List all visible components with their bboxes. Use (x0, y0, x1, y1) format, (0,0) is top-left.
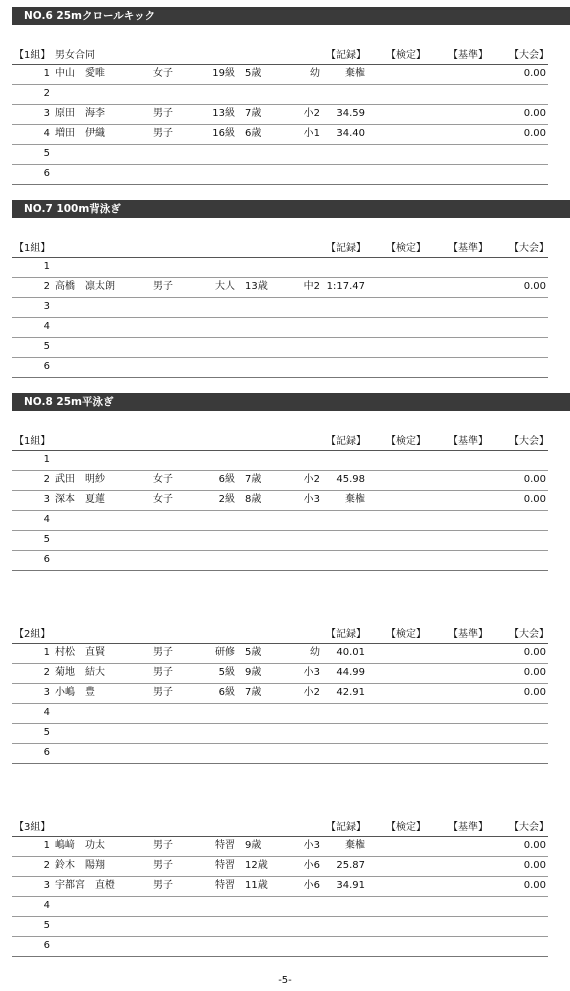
kentei-header: 【検定】 (386, 436, 426, 447)
lane-row (12, 278, 548, 298)
lane-number: 4 (43, 900, 50, 911)
lane-number: 5 (43, 920, 50, 931)
swim-record: 34.40 (336, 128, 365, 139)
taikai-header: 【大会】 (509, 822, 549, 833)
lane-row (12, 125, 548, 145)
lane-row (12, 338, 548, 358)
lane-row (12, 937, 548, 957)
lane-number: 5 (43, 148, 50, 159)
lane-row (12, 531, 548, 551)
lane-number: 3 (43, 108, 50, 119)
swimmer-age: 5歳 (245, 68, 262, 79)
swimmer-name: 武田 明紗 (55, 474, 105, 485)
swimmer-class: 6級 (218, 687, 235, 698)
lane-number: 1 (43, 68, 50, 79)
swimmer-age: 11歳 (245, 880, 268, 891)
lane-row (12, 857, 548, 877)
record-header: 【記録】 (326, 50, 366, 61)
heat-header (12, 242, 548, 258)
swimmer-grade: 小1 (303, 128, 320, 139)
lane-row (12, 744, 548, 764)
lane-number: 6 (43, 361, 50, 372)
swimmer-sex: 男子 (153, 667, 173, 678)
swimmer-class: 13級 (212, 108, 235, 119)
swimmer-age: 9歳 (245, 840, 262, 851)
swimmer-name: 高橋 凛太朗 (55, 281, 115, 292)
heat-note: 男女合同 (55, 50, 95, 61)
swimmer-class: 特習 (215, 880, 235, 891)
swim-record: 25.87 (336, 860, 365, 871)
heat-header (12, 435, 548, 451)
lane-number: 6 (43, 940, 50, 951)
heat-header (12, 49, 548, 65)
swimmer-name: 深本 夏蓮 (55, 494, 105, 505)
swimmer-sex: 女子 (153, 68, 173, 79)
lane-number: 5 (43, 727, 50, 738)
swimmer-grade: 小2 (303, 108, 320, 119)
swimmer-name: 嶋﨑 功太 (55, 840, 105, 851)
swimmer-sex: 女子 (153, 474, 173, 485)
lane-number: 4 (43, 321, 50, 332)
swimmer-name: 鈴木 陽翔 (55, 860, 105, 871)
swimmer-grade: 小3 (303, 494, 320, 505)
swimmer-age: 9歳 (245, 667, 262, 678)
lane-row (12, 644, 548, 664)
record-header: 【記録】 (326, 243, 366, 254)
heat-header (12, 628, 548, 644)
taikai-header: 【大会】 (509, 243, 549, 254)
lane-number: 5 (43, 534, 50, 545)
kentei-header: 【検定】 (386, 50, 426, 61)
heat-label: 【1組】 (14, 50, 51, 61)
swimmer-name: 原田 海李 (55, 108, 105, 119)
lane-row (12, 298, 548, 318)
lane-number: 1 (43, 261, 50, 272)
swimmer-class: 6級 (218, 474, 235, 485)
lane-row (12, 471, 548, 491)
heat-label: 【1組】 (14, 243, 51, 254)
swimmer-grade: 小2 (303, 474, 320, 485)
lane-row (12, 664, 548, 684)
swimmer-sex: 男子 (153, 281, 173, 292)
kijun-header: 【基準】 (448, 243, 488, 254)
swimmer-name: 宇都宮 直橙 (55, 880, 115, 891)
kijun-header: 【基準】 (448, 629, 488, 640)
taikai-value: 0.00 (523, 68, 546, 79)
lane-row (12, 704, 548, 724)
swim-record: 44.99 (336, 667, 365, 678)
lane-row (12, 684, 548, 704)
event-header-no7: NO.7 100m背泳ぎ (12, 200, 570, 218)
lane-number: 1 (43, 840, 50, 851)
swimmer-name: 増田 伊織 (55, 128, 105, 139)
taikai-value: 0.00 (523, 128, 546, 139)
swimmer-age: 12歳 (245, 860, 268, 871)
heat-table (12, 49, 548, 185)
taikai-value: 0.00 (523, 474, 546, 485)
lane-number: 6 (43, 747, 50, 758)
swimmer-class: 19級 (212, 68, 235, 79)
lane-number: 2 (43, 667, 50, 678)
swim-record: 1:17.47 (326, 281, 365, 292)
kijun-header: 【基準】 (448, 50, 488, 61)
kentei-header: 【検定】 (386, 629, 426, 640)
heat-table (12, 628, 548, 764)
lane-row (12, 551, 548, 571)
lane-row (12, 65, 548, 85)
swimmer-age: 13歳 (245, 281, 268, 292)
taikai-value: 0.00 (523, 647, 546, 658)
taikai-header: 【大会】 (509, 436, 549, 447)
lane-number: 2 (43, 88, 50, 99)
lane-number: 2 (43, 281, 50, 292)
lane-row (12, 145, 548, 165)
lane-row (12, 451, 548, 471)
swimmer-sex: 男子 (153, 647, 173, 658)
lane-row (12, 897, 548, 917)
taikai-value: 0.00 (523, 494, 546, 505)
kentei-header: 【検定】 (386, 822, 426, 833)
heat-table (12, 821, 548, 957)
lane-number: 3 (43, 301, 50, 312)
swimmer-sex: 男子 (153, 128, 173, 139)
swimmer-sex: 男子 (153, 687, 173, 698)
heat-table (12, 435, 548, 571)
swimmer-grade: 小6 (303, 860, 320, 871)
event-header-no6: NO.6 25mクロールキック (12, 7, 570, 25)
swimmer-sex: 男子 (153, 880, 173, 891)
heat-label: 【1組】 (14, 436, 51, 447)
record-header: 【記録】 (326, 629, 366, 640)
kijun-header: 【基準】 (448, 822, 488, 833)
kentei-header: 【検定】 (386, 243, 426, 254)
swim-record: 34.59 (336, 108, 365, 119)
taikai-value: 0.00 (523, 860, 546, 871)
swimmer-grade: 小3 (303, 840, 320, 851)
swimmer-name: 中山 愛唯 (55, 68, 105, 79)
swimmer-class: 大人 (215, 281, 235, 292)
lane-number: 4 (43, 514, 50, 525)
swim-record: 棄権 (345, 840, 365, 851)
swimmer-class: 5級 (218, 667, 235, 678)
lane-row (12, 511, 548, 531)
lane-number: 3 (43, 494, 50, 505)
lane-row (12, 491, 548, 511)
lane-row (12, 837, 548, 857)
swimmer-grade: 小6 (303, 880, 320, 891)
swimmer-age: 7歳 (245, 687, 262, 698)
heat-label: 【2組】 (14, 629, 51, 640)
lane-number: 2 (43, 860, 50, 871)
swimmer-age: 8歳 (245, 494, 262, 505)
swimmer-sex: 男子 (153, 108, 173, 119)
taikai-value: 0.00 (523, 108, 546, 119)
lane-row (12, 318, 548, 338)
taikai-value: 0.00 (523, 281, 546, 292)
swimmer-age: 7歳 (245, 474, 262, 485)
taikai-header: 【大会】 (509, 50, 549, 61)
lane-number: 5 (43, 341, 50, 352)
lane-row (12, 358, 548, 378)
swim-record: 42.91 (336, 687, 365, 698)
swim-record: 45.98 (336, 474, 365, 485)
heat-label: 【3組】 (14, 822, 51, 833)
swim-record: 34.91 (336, 880, 365, 891)
swimmer-sex: 女子 (153, 494, 173, 505)
swimmer-age: 6歳 (245, 128, 262, 139)
heat-table (12, 242, 548, 378)
swim-record: 棄権 (345, 494, 365, 505)
swimmer-grade: 中2 (303, 281, 320, 292)
swimmer-sex: 男子 (153, 840, 173, 851)
swimmer-age: 7歳 (245, 108, 262, 119)
record-header: 【記録】 (326, 822, 366, 833)
page-number: -5- (278, 975, 292, 986)
taikai-header: 【大会】 (509, 629, 549, 640)
lane-number: 6 (43, 554, 50, 565)
swimmer-class: 特習 (215, 860, 235, 871)
lane-row (12, 724, 548, 744)
swimmer-class: 2級 (218, 494, 235, 505)
lane-row (12, 877, 548, 897)
lane-number: 4 (43, 128, 50, 139)
swimmer-age: 5歳 (245, 647, 262, 658)
swimmer-grade: 小2 (303, 687, 320, 698)
record-header: 【記録】 (326, 436, 366, 447)
swimmer-grade: 幼 (310, 68, 320, 79)
lane-row (12, 105, 548, 125)
kijun-header: 【基準】 (448, 436, 488, 447)
lane-number: 1 (43, 647, 50, 658)
lane-row (12, 85, 548, 105)
heat-header (12, 821, 548, 837)
lane-row (12, 165, 548, 185)
taikai-value: 0.00 (523, 667, 546, 678)
swimmer-sex: 男子 (153, 860, 173, 871)
swim-record: 棄権 (345, 68, 365, 79)
swimmer-class: 16級 (212, 128, 235, 139)
swimmer-name: 村松 直賢 (55, 647, 105, 658)
lane-number: 2 (43, 474, 50, 485)
lane-number: 3 (43, 880, 50, 891)
swimmer-class: 特習 (215, 840, 235, 851)
lane-row (12, 917, 548, 937)
lane-number: 6 (43, 168, 50, 179)
swimmer-name: 小嶋 豊 (55, 687, 95, 698)
taikai-value: 0.00 (523, 687, 546, 698)
swimmer-grade: 幼 (310, 647, 320, 658)
taikai-value: 0.00 (523, 880, 546, 891)
swimmer-class: 研修 (215, 647, 235, 658)
swim-record: 40.01 (336, 647, 365, 658)
lane-number: 4 (43, 707, 50, 718)
lane-row (12, 258, 548, 278)
swimmer-name: 菊地 結大 (55, 667, 105, 678)
event-header-no8: NO.8 25m平泳ぎ (12, 393, 570, 411)
swimmer-grade: 小3 (303, 667, 320, 678)
lane-number: 3 (43, 687, 50, 698)
taikai-value: 0.00 (523, 840, 546, 851)
lane-number: 1 (43, 454, 50, 465)
